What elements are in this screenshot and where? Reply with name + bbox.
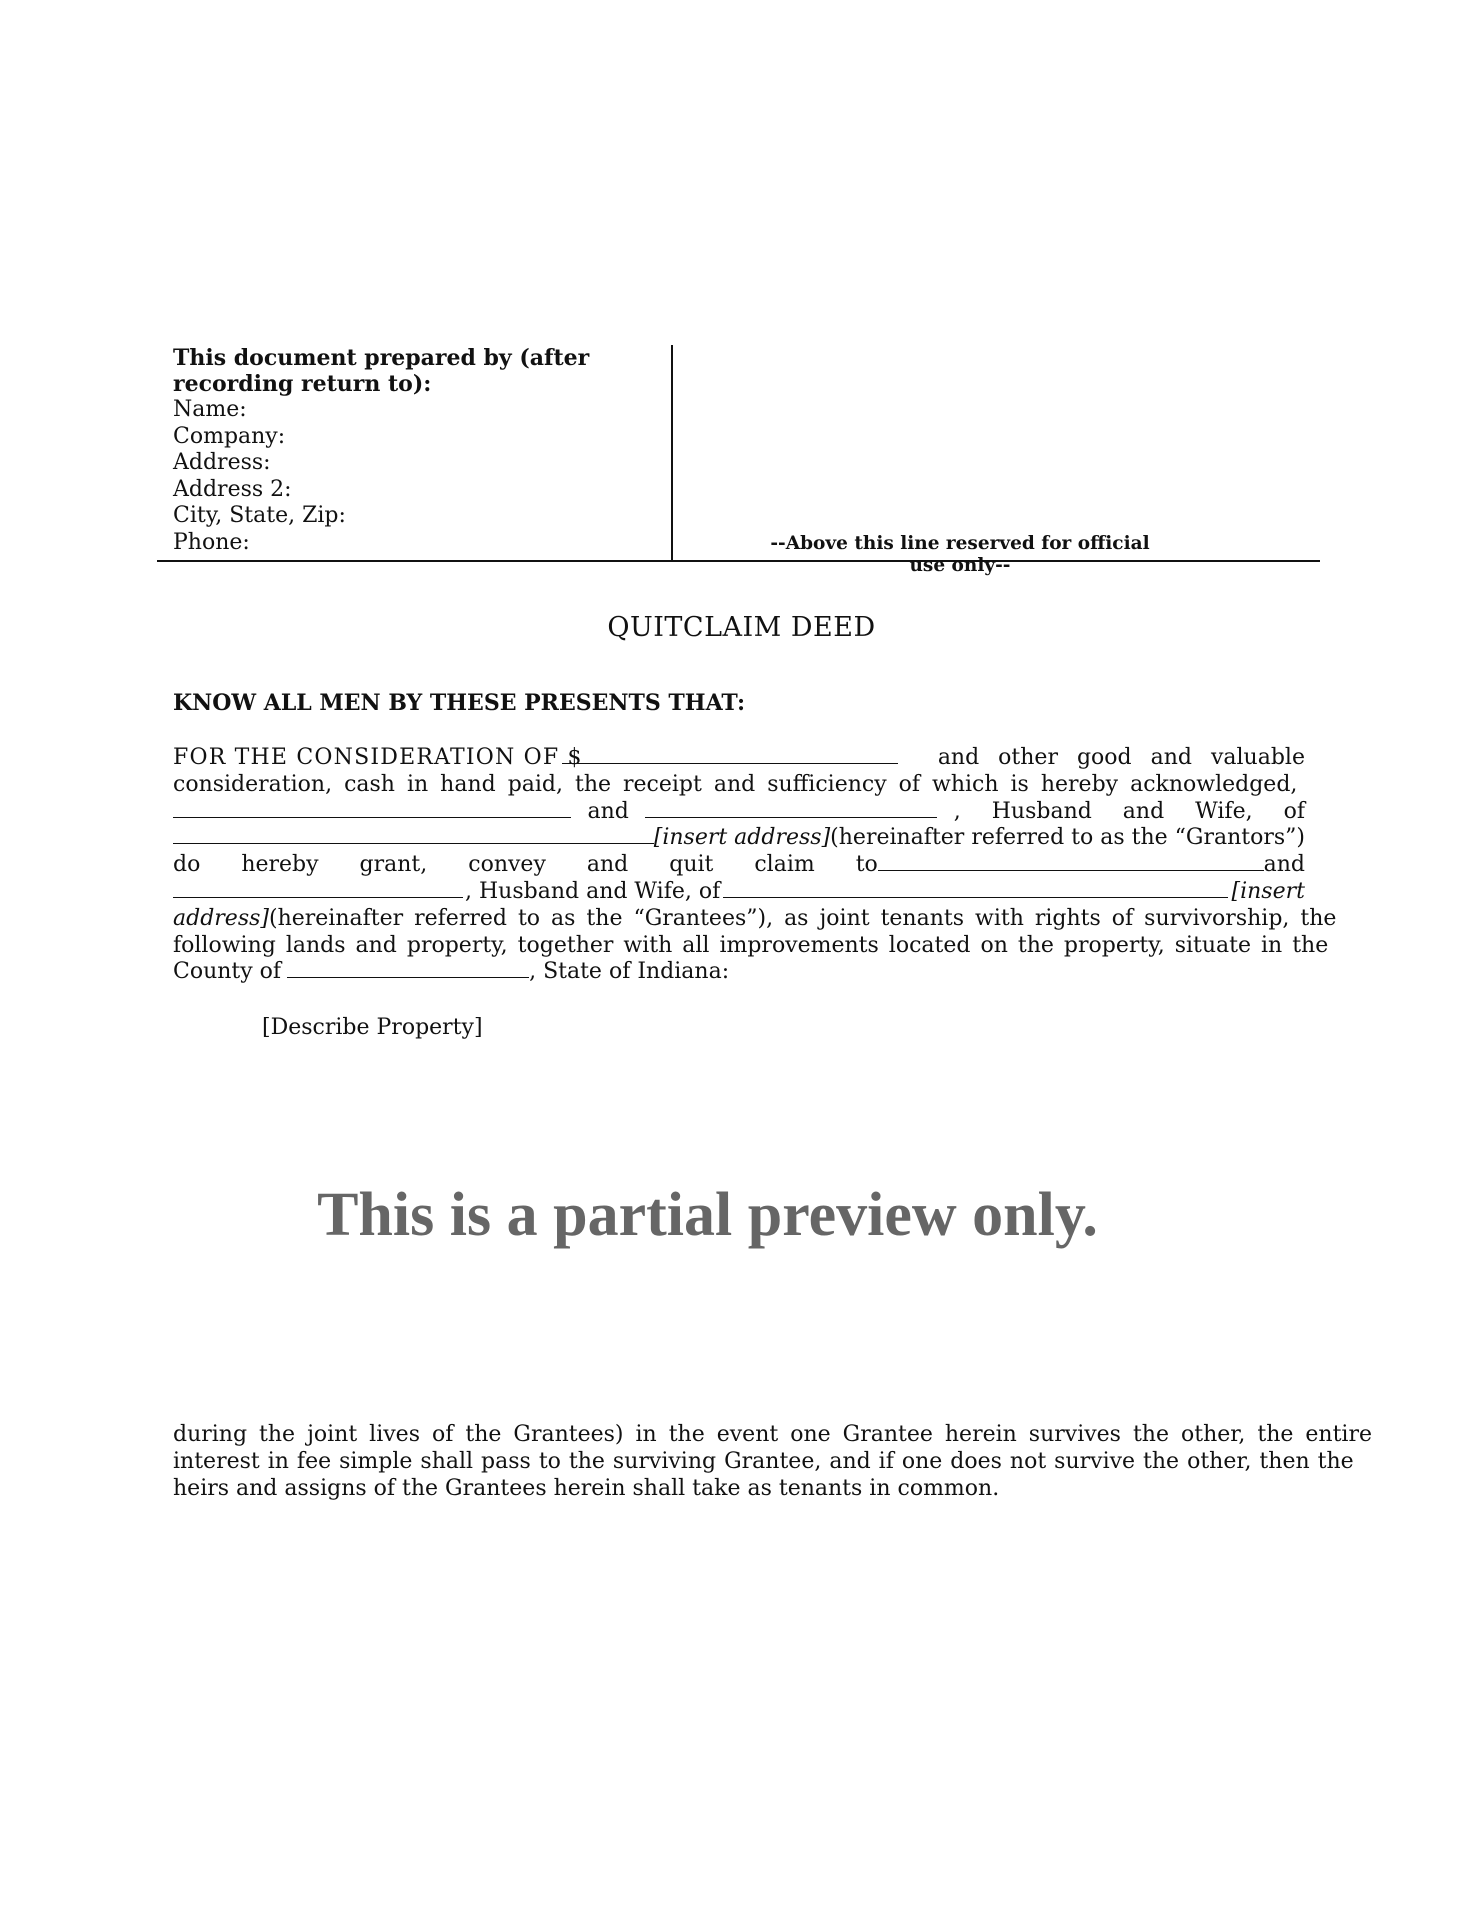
prepared-by-box	[173, 345, 673, 560]
paragraph-line	[173, 799, 1305, 826]
paragraph-line	[173, 1448, 1354, 1476]
grantee-2-group	[173, 879, 720, 906]
county-blank	[287, 959, 529, 978]
field-phone: Phone:	[173, 529, 250, 555]
insert-placeholder: [insert	[1231, 878, 1305, 904]
insert-address-placeholder: [insert address]	[653, 825, 831, 851]
field-city-state-zip: City, State, Zip:	[173, 503, 346, 528]
paragraph-line	[173, 825, 1305, 852]
closing-line-3: heirs and assigns of the Grantees herein shall take as tenants in common.	[173, 1475, 1000, 1501]
paragraph-line	[173, 772, 1305, 799]
consideration-label-group	[173, 745, 593, 772]
paragraph-line	[173, 1422, 1372, 1449]
know-all-heading: KNOW ALL MEN BY THESE PRESENTS THAT:	[173, 690, 746, 716]
grantee-address-blank	[723, 879, 1228, 898]
paragraph-line	[173, 745, 1305, 772]
consideration-amount-blank	[562, 745, 898, 764]
paragraph-line	[173, 879, 1305, 906]
husband-wife-text: , Husband and Wife, of	[465, 878, 721, 904]
grantors-reference-text: (hereinafter referred to as the “Grantors”)	[830, 825, 1305, 851]
official-use-note: --Above this line reserved for official use only--	[770, 533, 1150, 576]
county-label: County of	[173, 959, 282, 985]
paragraph-line	[173, 905, 1337, 933]
header-divider	[157, 560, 1320, 562]
paragraph-line	[173, 852, 1305, 879]
paragraph-line	[173, 932, 1329, 960]
and-text: and	[587, 798, 629, 824]
describe-property-placeholder: [Describe Property]	[262, 1015, 483, 1040]
grantee-1-blank	[878, 852, 1264, 871]
receipt-text: consideration, cash in hand paid, the receipt and sufficiency of which is hereby acknowledged,	[173, 771, 1298, 797]
consideration-label: FOR THE CONSIDERATION OF $	[173, 745, 583, 770]
husband-wife-text: , Husband and Wife, of	[953, 798, 1305, 824]
field-address-2: Address 2:	[173, 476, 292, 502]
prepared-by-title: This document prepared by (after recording return to):	[173, 345, 590, 397]
field-name: Name:	[173, 397, 247, 422]
partial-preview-watermark: This is a partial preview only.	[317, 1181, 1098, 1249]
document-title: QUITCLAIM DEED	[607, 612, 876, 643]
grantor-1-blank	[173, 799, 571, 818]
paragraph-line	[173, 959, 1305, 986]
state-text: , State of Indiana:	[529, 959, 730, 985]
grantor-2-blank	[645, 799, 937, 818]
field-address: Address:	[173, 450, 271, 475]
field-company: Company:	[173, 423, 286, 449]
recording-header	[157, 345, 1320, 576]
grantor-address-blank	[173, 825, 654, 844]
consideration-paragraph	[173, 745, 1337, 986]
property-text: following lands and property, together with all improvements located on the property, situate in the	[173, 932, 1329, 958]
closing-line-1: during the joint lives of the Grantees) in the event one Grantee herein survives the other, the entire	[173, 1422, 1372, 1447]
closing-paragraph	[173, 1422, 1372, 1502]
address-placeholder: address]	[173, 905, 269, 931]
other-consideration-text: and other good and valuable	[937, 745, 1305, 770]
and-text: and	[1263, 852, 1305, 878]
grantee-2-blank	[173, 879, 463, 898]
grant-text: do hereby grant, convey and quit claim to	[173, 852, 878, 878]
paragraph-line	[173, 1476, 1305, 1503]
grantees-reference-text: (hereinafter referred to as the “Grantees”), as joint tenants with rights of survivorship, the	[268, 905, 1337, 931]
closing-line-2: interest in fee simple shall pass to the surviving Grantee, and if one does not survive the other, then the	[173, 1448, 1354, 1474]
